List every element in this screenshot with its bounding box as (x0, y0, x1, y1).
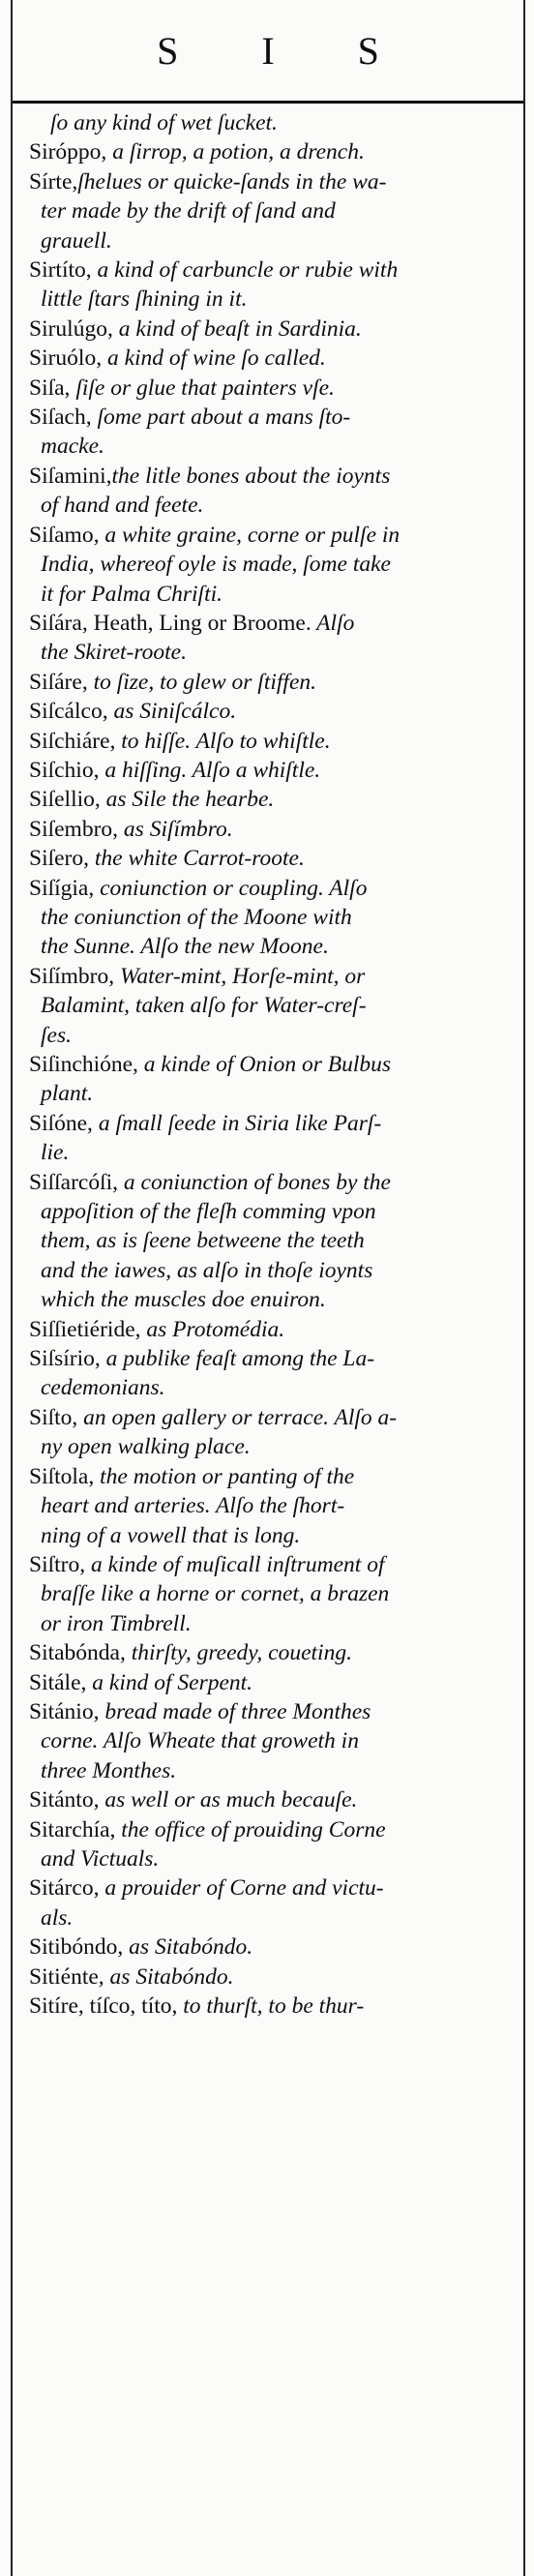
entry-definition: as well or as much becauſe. (99, 1787, 358, 1813)
entry-first-line (29, 609, 519, 638)
dictionary-entry (29, 1050, 519, 1109)
entry-definition: Water-mint, Horſe-mint, or (114, 963, 366, 989)
entry-headword: Siſſarcóſi, (29, 1169, 119, 1195)
entry-headword: Siſellio, (29, 787, 101, 813)
entry-headword: Siſa, (29, 374, 71, 401)
dictionary-entry (29, 1403, 519, 1462)
dictionary-entry (29, 1550, 519, 1638)
entry-continuation-line (39, 1197, 519, 1226)
entry-first-line (29, 756, 519, 785)
entry-definition: an open gallery or terrace. Alſo a- (77, 1404, 398, 1430)
entry-headword: Sírte, (29, 168, 78, 195)
entry-definition: the coniunction of the Moone with (41, 904, 352, 930)
entry-first-line (29, 1932, 519, 1962)
entry-continuation-line (39, 491, 519, 520)
entry-headword: Siſamini, (29, 463, 112, 489)
entry-first-line (29, 815, 519, 844)
entry-definition: corne. Alſo Wheate that groweth in (41, 1728, 359, 1754)
entry-headword: Sitíre, tíſco, títo, (29, 1993, 178, 2019)
entry-first-line (29, 521, 519, 550)
entry-first-line (29, 697, 519, 726)
dictionary-entry (29, 403, 519, 462)
entry-definition: plant. (41, 1081, 94, 1107)
dictionary-entry (29, 1962, 519, 1992)
entry-continuation-line (39, 226, 519, 255)
entry-first-line (29, 844, 519, 873)
dictionary-entry (29, 756, 519, 785)
entry-definition: ſes. (41, 1022, 72, 1048)
dictionary-entry (29, 785, 519, 814)
entry-continuation-line (39, 1138, 519, 1167)
entry-definition: a kinde of muſicall inſtrument of (85, 1551, 385, 1577)
dictionary-entry (29, 874, 519, 962)
dictionary-entry (29, 521, 519, 609)
entry-first-line (29, 668, 519, 697)
entry-headword: Sitabónda, (29, 1640, 126, 1666)
dictionary-entry (29, 1873, 519, 1932)
entry-first-line (29, 167, 519, 196)
entry-definition: thirſty, greedy, coueting. (125, 1640, 352, 1666)
entry-continuation-line (39, 1079, 519, 1108)
entry-definition: a prouider of Corne and victu- (99, 1875, 384, 1902)
dictionary-entry (29, 1815, 519, 1874)
dictionary-entry (29, 344, 519, 373)
dictionary-entry (29, 668, 519, 697)
entry-definition: of hand and feete. (41, 493, 204, 519)
entry-first-line (29, 137, 519, 166)
entry-definition: and Victuals. (41, 1845, 160, 1872)
entry-headword: Sitále, (29, 1669, 87, 1695)
dictionary-entry (29, 255, 519, 315)
entry-first-line (29, 1638, 519, 1667)
dictionary-entry (29, 1697, 519, 1785)
entry-headword: Siſtola, (29, 1463, 95, 1489)
entry-headword: Sirulúgo, (29, 315, 113, 342)
entry-definition: as Sitabóndo. (104, 1963, 234, 1990)
entry-definition: cedemonians. (41, 1375, 165, 1401)
entry-first-line (29, 1344, 519, 1373)
entry-definition: a ſmall ſeede in Siria like Parſ- (92, 1110, 382, 1136)
entry-definition: or iron Timbrell. (41, 1610, 192, 1636)
entry-first-line (29, 874, 519, 903)
entry-definition: lie. (41, 1140, 70, 1166)
entry-first-line (29, 374, 519, 403)
entry-headword: Siſembro, (29, 816, 119, 842)
entry-first-line (29, 1168, 519, 1197)
entry-continuation-line (39, 991, 519, 1020)
entry-definition: als. (41, 1904, 74, 1931)
entry-headword: Sitibóndo, (29, 1934, 124, 1961)
entry-first-line (29, 1109, 519, 1138)
entry-headword: Sitarchía, (29, 1816, 116, 1842)
entry-continuation-line (39, 638, 519, 667)
entry-headword: Sitánio, (29, 1698, 100, 1724)
entry-continuation-line (39, 1285, 519, 1314)
entry-first-line (29, 315, 519, 344)
left-border-rule (11, 0, 13, 2576)
entry-first-line (29, 403, 519, 432)
entry-definition: as Protomédia. (140, 1316, 285, 1342)
entry-continuation-line (39, 432, 519, 461)
entry-continuation-line (39, 1903, 519, 1932)
entry-definition: the Skiret-roote. (41, 640, 187, 666)
entry-definition: a kind of beaſt in Sardinia. (112, 315, 362, 342)
entry-definition: to ſize, to glew or ſtiffen. (87, 669, 316, 695)
entry-definition: a kinde of Onion or Bulbus (137, 1052, 392, 1077)
entry-definition: a kind of carbuncle or rubie with (91, 257, 399, 284)
entry-definition: it for Palma Chriſti. (41, 581, 223, 607)
entry-definition: a kind of Serpent. (86, 1669, 253, 1695)
entry-first-line (29, 962, 519, 991)
entry-definition: a publike feaſt among the La- (100, 1346, 375, 1372)
entry-definition: a hiſſing. Alſo a whiſtle. (99, 757, 321, 783)
entry-headword: Sitánto, (29, 1787, 100, 1813)
entry-headword: Siſáre, (29, 669, 88, 695)
entry-definition: grauell. (41, 227, 112, 254)
dictionary-entry (29, 462, 519, 521)
entry-first-line (29, 785, 519, 814)
entry-headword: Siſto, (29, 1404, 78, 1430)
entry-first-line (29, 1668, 519, 1697)
entry-continuation-line (39, 1756, 519, 1785)
entry-definition: ny open walking place. (41, 1434, 251, 1460)
dictionary-entry (29, 1344, 519, 1403)
entry-definition: the motion or panting of the (94, 1463, 355, 1489)
running-head: S I S (157, 28, 416, 73)
dictionary-entry (29, 1315, 519, 1344)
dictionary-entry (29, 1168, 519, 1315)
entry-continuation-line (39, 1521, 519, 1550)
entry-definition: braſſe like a horne or cornet, a brazen (41, 1581, 390, 1607)
entry-definition: a white graine, corne or pulſe in (99, 522, 400, 548)
dictionary-entry (29, 1109, 519, 1168)
entry-headword: Siróppo, (29, 139, 107, 165)
entry-definition: appoſition of the fleſh comming vpon (41, 1199, 376, 1225)
entry-headword: Siſamo, (29, 522, 100, 548)
dictionary-entry (29, 1992, 519, 2021)
dictionary-entry (29, 1785, 519, 1814)
entry-first-line (29, 1697, 519, 1726)
entry-definition: ter made by the drift of ſand and (41, 198, 336, 225)
entry-first-line (29, 462, 519, 491)
entry-continuation-line (39, 196, 519, 225)
entry-headword: Siſímbro, (29, 963, 115, 989)
entry-continuation-line (39, 1021, 519, 1050)
entry-first-line (29, 344, 519, 373)
entry-headword: Sitárco, (29, 1875, 100, 1902)
dictionary-entry (29, 1462, 519, 1550)
entry-headword: Siruólo, (29, 345, 103, 372)
entry-definition: a kind of wine ſo called. (102, 345, 326, 372)
entry-definition: a coniunction of bones by the (118, 1169, 391, 1195)
entry-definition: which the muscles doe enuiron. (41, 1287, 326, 1313)
entry-headword: Siſígia, (29, 875, 95, 901)
entry-headword: Siſſietiéride, (29, 1316, 141, 1342)
dictionary-entry (29, 1932, 519, 1962)
entry-definition: as Sitabóndo. (123, 1934, 253, 1961)
entry-definition: ning of a vowell that is long. (41, 1522, 301, 1548)
entry-headword: Siſtro, (29, 1551, 86, 1577)
entry-continuation-line: ſo any kind of wet ſucket. (50, 110, 278, 135)
entry-continuation-line (39, 1609, 519, 1638)
entry-definition: and the iawes, as alſo in thoſe ioynts (41, 1257, 373, 1283)
entry-continuation-line (39, 1432, 519, 1461)
entry-headword: Siſinchióne, (29, 1052, 138, 1077)
entry-headword: Siſchio, (29, 757, 100, 783)
entry-definition: macke. (41, 434, 104, 460)
entry-headword: Siſchiáre, (29, 728, 116, 754)
entry-first-line (29, 1550, 519, 1579)
dictionary-entry (29, 609, 519, 668)
entry-first-line (29, 1050, 519, 1079)
entry-continuation-line (39, 580, 519, 609)
entry-first-line (29, 727, 519, 756)
dictionary-entry (29, 167, 519, 255)
entry-headword: Siſára, Heath, Ling or Broome. (29, 610, 312, 636)
continued-entry (29, 108, 519, 137)
dictionary-entry (29, 1668, 519, 1697)
entry-continuation-line (39, 1256, 519, 1285)
dictionary-entry (29, 697, 519, 726)
entry-first-line (29, 1962, 519, 1992)
entry-definition: the white Carrot-roote. (89, 846, 305, 872)
entry-continuation-line (39, 1844, 519, 1873)
entry-definition: coniunction or coupling. Alſo (94, 875, 368, 901)
entry-headword: Siſsírio, (29, 1346, 101, 1372)
entry-definition: three Monthes. (41, 1757, 177, 1783)
entry-headword: Siſcálco, (29, 699, 108, 725)
entry-first-line (29, 1992, 519, 2021)
entry-headword: Siſóne, (29, 1110, 93, 1136)
entry-definition: bread made of three Monthes (99, 1698, 371, 1724)
entry-continuation-line (39, 1491, 519, 1520)
entry-first-line (29, 1462, 519, 1491)
entry-continuation-line (39, 1579, 519, 1608)
dictionary-entry (29, 815, 519, 844)
entry-first-line (29, 1785, 519, 1814)
entry-first-line (29, 1815, 519, 1844)
entry-first-line (29, 1315, 519, 1344)
entry-list (29, 108, 519, 2021)
entry-definition: the litle bones about the ioynts (111, 463, 391, 489)
dictionary-entry (29, 844, 519, 873)
entry-definition: ſome part about a mans ſto- (91, 404, 351, 431)
page-header (13, 0, 523, 104)
entry-definition: ſiſe or glue that painters vſe. (70, 374, 335, 401)
entry-definition: to thurſt, to be thur- (177, 1993, 365, 2019)
entry-definition: Balamint, taken alſo for Water-creſ- (41, 993, 367, 1019)
entry-continuation-line (39, 903, 519, 932)
entry-definition: ſhelues or quicke-ſands in the wa- (77, 168, 387, 195)
entry-definition: heart and arteries. Alſo the ſhort- (41, 1493, 345, 1519)
entry-continuation-line (39, 1226, 519, 1255)
entry-continuation-line (39, 1726, 519, 1755)
entry-first-line (29, 1873, 519, 1902)
entry-continuation-line (39, 1373, 519, 1402)
entry-definition: as Sile the hearbe. (100, 787, 275, 813)
entry-definition: a ſirrop, a potion, a drench. (106, 139, 365, 165)
entry-definition: India, whereof oyle is made, ſome take (41, 552, 391, 578)
entry-definition: them, as is ſeene betweene the teeth (41, 1228, 365, 1254)
dictionary-entry (29, 962, 519, 1050)
dictionary-entry (29, 374, 519, 403)
entry-definition: Alſo (311, 610, 355, 636)
entry-definition: little ſtars ſhining in it. (41, 286, 248, 313)
entry-continuation-line (39, 550, 519, 579)
entry-continuation-line (39, 285, 519, 314)
entry-first-line (29, 255, 519, 285)
dictionary-entry (29, 727, 519, 756)
entry-definition: as Siniſcálco. (107, 699, 237, 725)
dictionary-entry (29, 137, 519, 166)
entry-definition: as Siſímbro. (118, 816, 233, 842)
entry-first-line (29, 1403, 519, 1432)
entry-definition: to hiſſe. Alſo to whiſtle. (115, 728, 331, 754)
entry-headword: Siſach, (29, 404, 92, 431)
dictionary-entry (29, 1638, 519, 1667)
entry-definition: the office of prouiding Corne (115, 1816, 386, 1842)
entry-headword: Sirtíto, (29, 257, 92, 284)
entry-headword: Siſero, (29, 846, 90, 872)
dictionary-entry (29, 315, 519, 344)
entry-continuation-line (39, 932, 519, 961)
entry-headword: Sitiénte, (29, 1963, 104, 1990)
right-border-rule (523, 0, 525, 2576)
entry-definition: the Sunne. Alſo the new Moone. (41, 934, 329, 960)
